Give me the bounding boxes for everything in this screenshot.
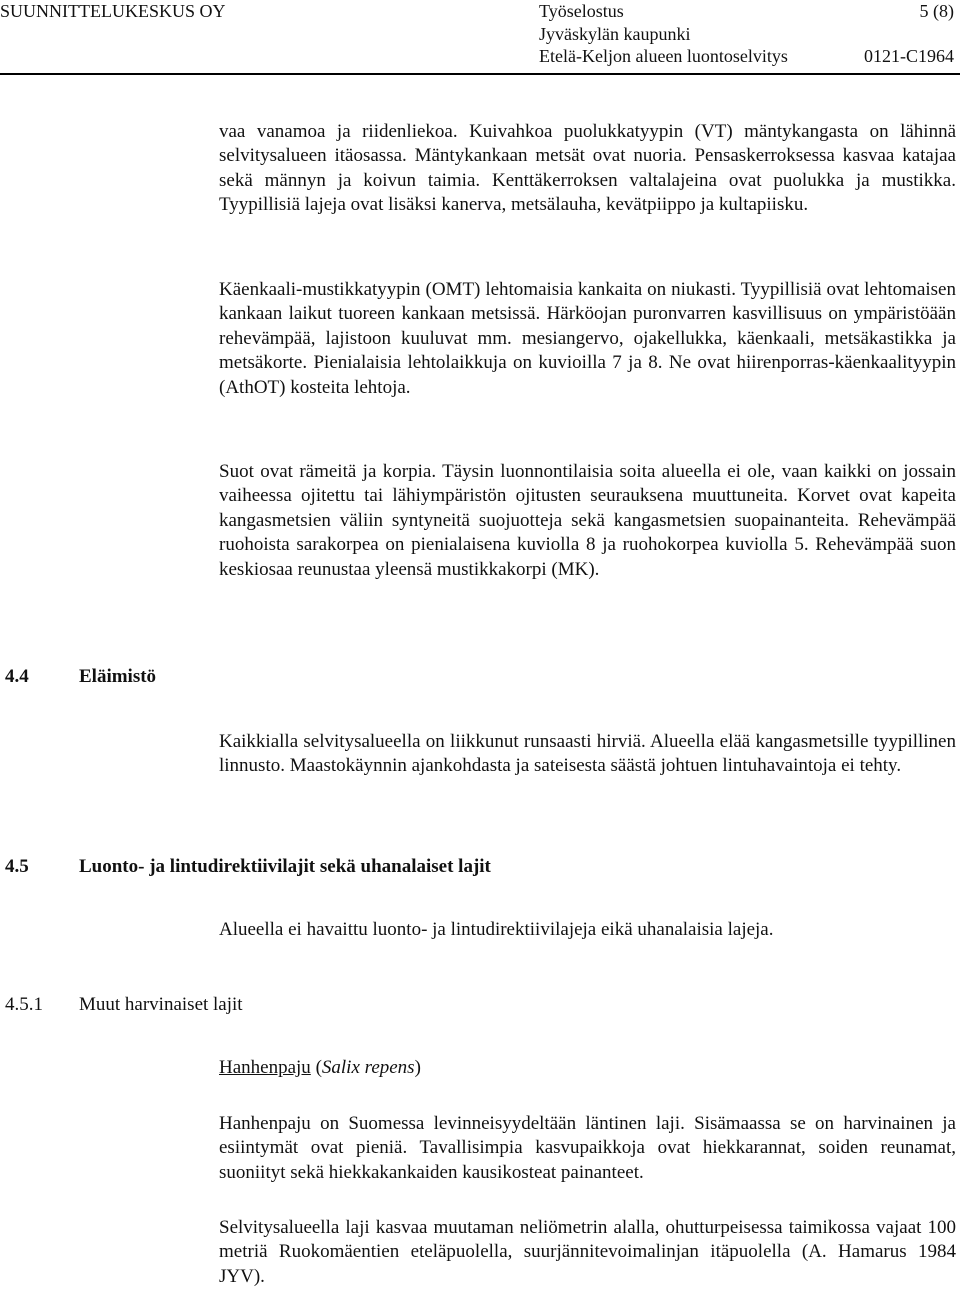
header-project-code: 0121-C1964 — [864, 46, 954, 66]
species-latin-name: Salix repens — [321, 1057, 415, 1078]
section-number: 4.5 — [5, 856, 29, 877]
header-doc-type: Työselostus — [539, 1, 624, 21]
paragraph-mires: Suot ovat rämeitä ja korpia. Täysin luonnontilaisia soita alueella ei ole, vaan kaikki on jossain vaiheessa ojitettu tai lähiympäristön ojitusten seurauksena muuttuneita. Korvet ovat kapeita kangasmetsien väliin syntyneitä suojuotteja sekä kangasmetsien suopainanteita. Rehevämpää ruohoista sarakorpea on pienialaisena kuviolla 8 ja ruohokorpea kuviolla 5. Rehevämpää suon keskiosaa reunustaa yleensä mustikkakorpi (MK). — [219, 461, 956, 580]
paragraph-fauna: Kaikkialla selvitysalueella on liikkunut runsaasti hirviä. Alueella elää kangasmetsille tyypillinen linnusto. Maastokäynnin ajankohdasta ja sateisesta säästä johtuen lintuhavaintoja ei tehty. — [219, 731, 956, 777]
section-title: Eläimistö — [79, 666, 157, 687]
section-title: Luonto- ja lintudirektiivilajit sekä uhanalaiset lajit — [79, 856, 491, 877]
paragraph-directive-species: Alueella ei havaittu luonto- ja lintudirektiivilajeja eikä uhanalaisia lajeja. — [219, 919, 774, 940]
section-title: Muut harvinaiset lajit — [79, 994, 243, 1015]
header-divider — [0, 73, 960, 75]
header-page-number: 5 (8) — [919, 1, 954, 21]
section-number: 4.5.1 — [5, 994, 43, 1015]
paragraph-forest-types: vaa vanamoa ja riidenliekoa. Kuivahkoa puolukkatyypin (VT) mäntykangasta on lähinnä selvitysalueen itäosassa. Mäntykankaan metsät ovat nuoria. Pensaskerroksessa kasvaa katajaa sekä männyn ja koivun taimia. Kenttäkerroksen valtalajeina ovat puolukka ja mustikka. Tyypillisiä lajeja ovat lisäksi kanerva, metsälauha, kevätpiippo ja kultapiisku. — [219, 121, 956, 216]
paragraph-species-description: Hanhenpaju on Suomessa levinneisyydeltään läntinen laji. Sisämaassa se on harvinainen ja esiintymät ovat pieniä. Tavallisimpia kasvupaikkoja ovat hiekkarannat, soiden reunamat, suoniityt sekä hiekkakankaiden kausikosteat painanteet. — [219, 1113, 956, 1183]
header-project: Etelä-Keljon alueen luontoselvitys — [539, 46, 788, 66]
species-heading: Hanhenpaju (Salix repens) — [219, 1057, 421, 1078]
header-company: SUUNNITTELUKESKUS OY — [0, 1, 226, 21]
species-name: Hanhenpaju — [219, 1057, 311, 1078]
section-number: 4.4 — [5, 666, 29, 687]
paragraph-species-location: Selvitysalueella laji kasvaa muutaman neliömetrin alalla, ohutturpeisessa taimikossa vajaat 100 metriä Ruokomäentien eteläpuolella, suurjännitevoimalinjan itäpuolella (A. Hamarus 1984 JYV). — [219, 1217, 956, 1287]
header-client: Jyväskylän kaupunki — [539, 24, 691, 44]
paragraph-omt: Käenkaali-mustikkatyypin (OMT) lehtomaisia kankaita on niukasti. Tyypillisiä ovat lehtomaisen kankaan laikut tuoreen kankaan metsissä. Härköojan puronvarren kasvillisuus on ympäristöään rehevämpää, lajistoon kuuluvat mm. mesiangervo, ojakellukka, käenkaali, metsäkastikka ja metsäkorte. Pienialaisia lehtolaikkuja on kuvioilla 7 ja 8. Ne ovat hiirenporras-käenkaalityypin (AthOT) kosteita lehtoja. — [219, 279, 956, 398]
